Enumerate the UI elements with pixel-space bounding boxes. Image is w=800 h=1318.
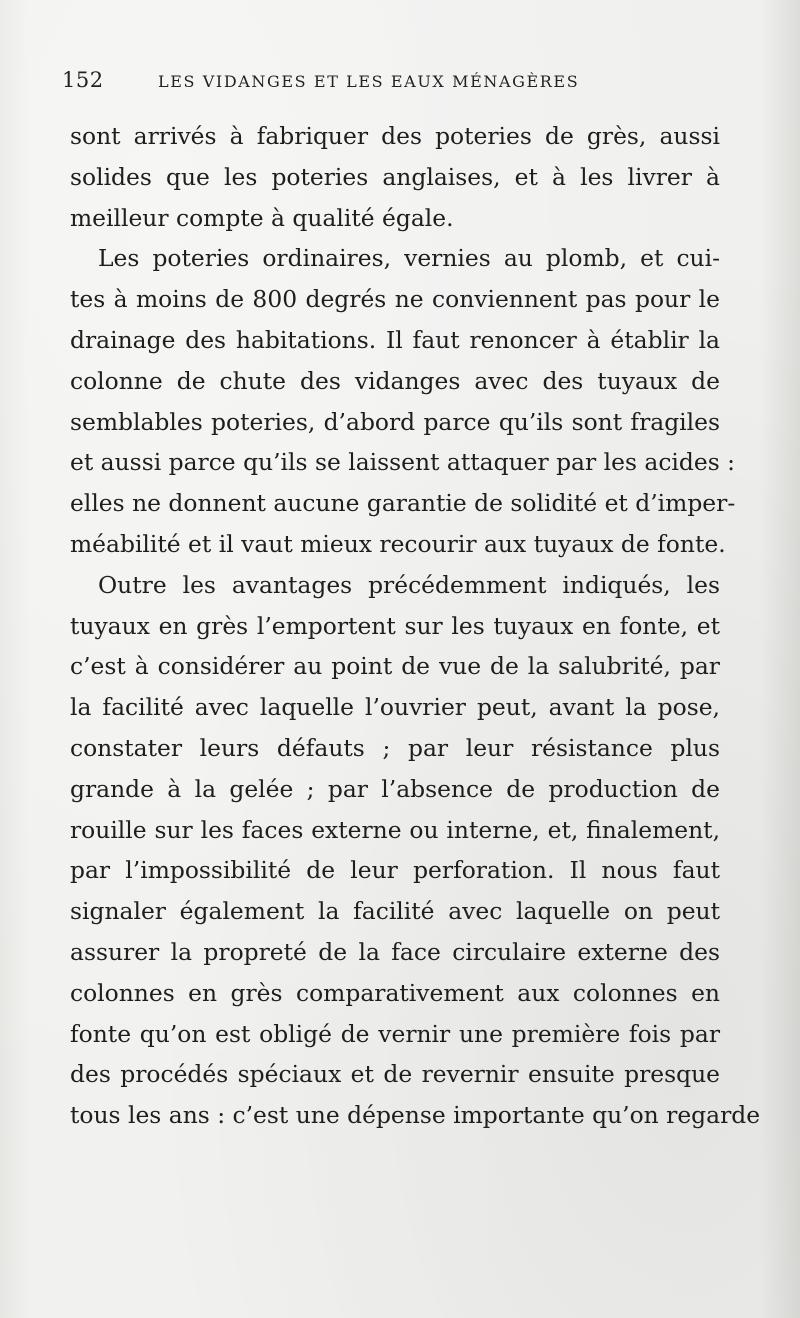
text-line: sont arrivés à fabriquer des poteries de grès, aussi [70,122,720,150]
text-line: rouille sur les faces externe ou interne, et, finalement, [70,815,720,844]
text-line: Outre les avantages précédemment indiqués, les [98,570,720,599]
text-line: tous les ans : c’est une dépense importante qu’on regarde [70,1101,761,1130]
text-line: tes à moins de 800 degrés ne conviennent pas pour le [70,285,720,314]
text-line: colonne de chute des vidanges avec des tuyaux de [70,366,720,395]
text-line: signaler également la facilité avec laquelle on peut [70,897,720,926]
text-line: des procédés spéciaux et de revernir ensuite presque [70,1060,720,1089]
body-text [70,116,761,1136]
text-line: assurer la propreté de la face circulaire externe des [70,937,720,966]
text-line: semblables poteries, d’abord parce qu’ils sont fragiles [70,407,720,436]
text-line: fonte qu’on est obligé de vernir une première fois par [70,1019,720,1048]
page-header [62,68,742,94]
text-line: par l’impossibilité de leur perforation. Il nous faut [70,856,720,885]
text-line: drainage des habitations. Il faut renoncer à établir la [70,325,720,354]
text-line: elles ne donnent aucune garantie de solidité et d’imper- [70,489,736,518]
text-line: et aussi parce qu’ils se laissent attaquer par les acides : [70,448,736,477]
text-line: colonnes en grès comparativement aux colonnes en [70,978,720,1007]
text-line: grande à la gelée ; par l’absence de production de [70,774,720,803]
text-line: constater leurs défauts ; par leur résistance plus [70,733,720,762]
text-line: tuyaux en grès l’emportent sur les tuyaux en fonte, et [70,611,720,640]
text-line: c’est à considérer au point de vue de la salubrité, par [70,652,720,681]
text-line: la facilité avec laquelle l’ouvrier peut, avant la pose, [70,693,720,722]
text-line: Les poteries ordinaires, vernies au plomb, et cui- [98,244,720,273]
text-line: solides que les poteries anglaises, et à les livrer à [70,162,720,191]
running-title: LES VIDANGES ET LES EAUX MÉNAGÈRES [158,72,580,91]
page-number: 152 [62,68,104,92]
text-line: méabilité et il vaut mieux recourir aux tuyaux de fonte. [70,529,726,558]
text-line: meilleur compte à qualité égale. [70,203,454,232]
